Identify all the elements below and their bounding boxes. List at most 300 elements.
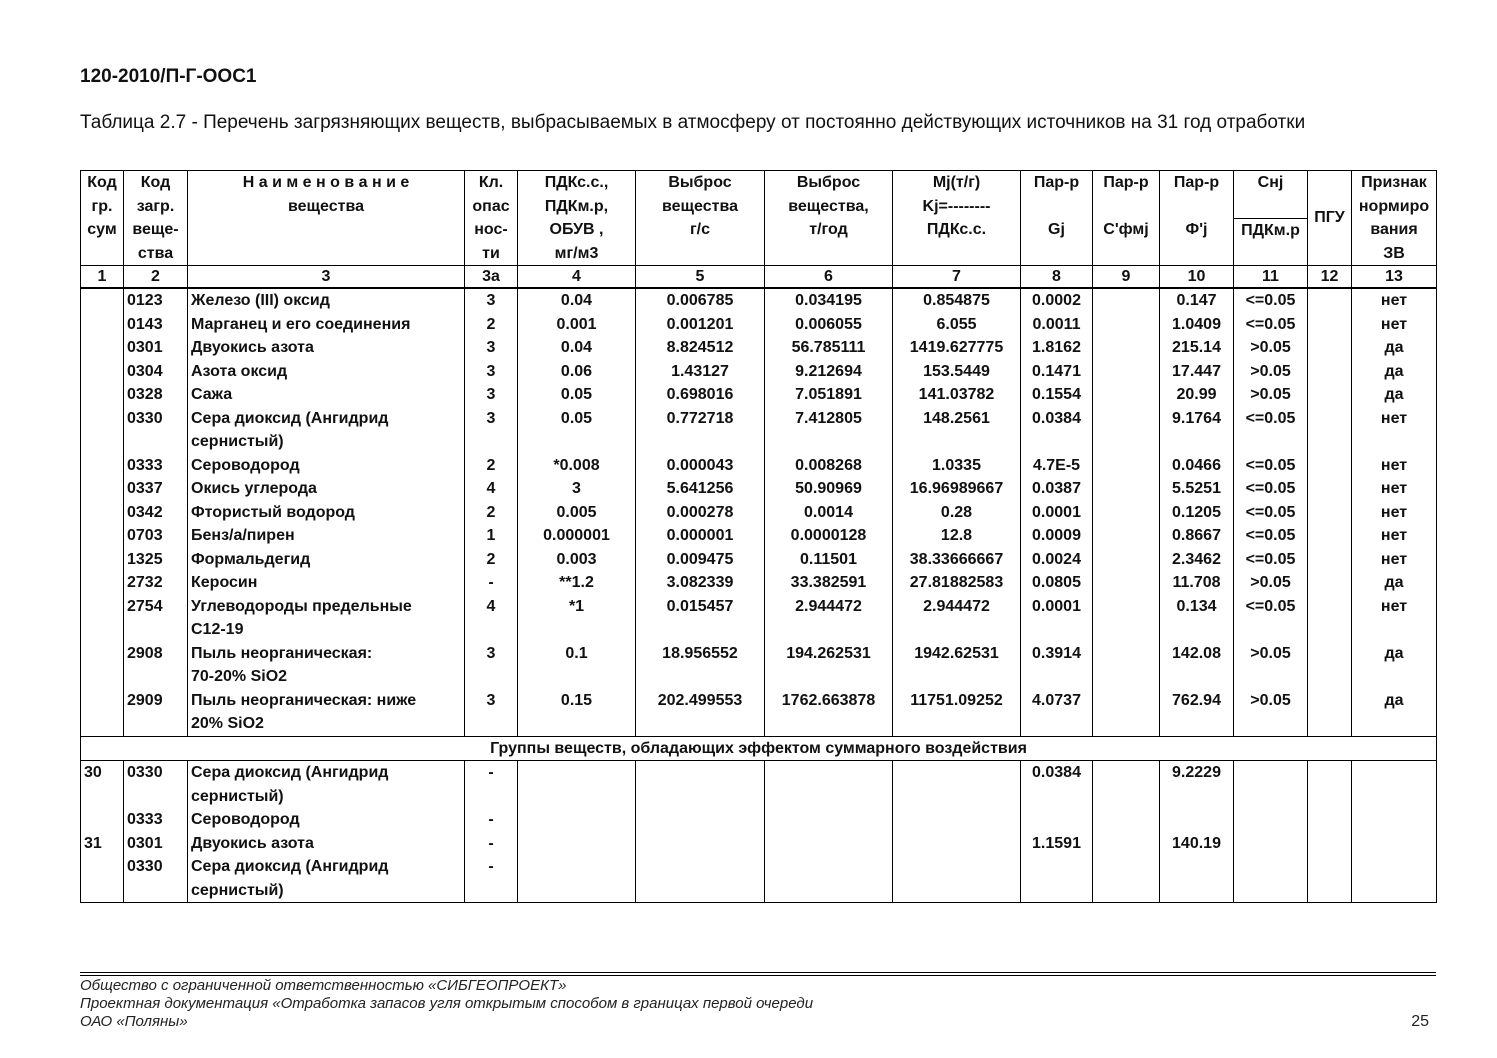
table-row: [81, 383, 1437, 407]
cell-hazard-class: 2: [465, 501, 518, 525]
cell-mpc: [518, 761, 636, 809]
table-row: [81, 407, 1437, 454]
header-line: Кл.: [478, 174, 504, 191]
cell-hazard-class: 4: [465, 477, 518, 501]
cell-emission-gs: 0.698016: [636, 383, 765, 407]
cell-mpc: 0.001: [518, 313, 636, 337]
cell-emission-gs: 0.000001: [636, 524, 765, 548]
cell-hazard-class: -: [465, 832, 518, 856]
cell-substance-code: 0330: [124, 855, 188, 903]
cell-hazard-class: 3: [465, 642, 518, 689]
cell-kj: [893, 808, 1021, 832]
cell-param-cfmj: [1093, 808, 1160, 832]
cell-mpc: 0.15: [518, 689, 636, 737]
header-row: [81, 171, 1437, 266]
cell-normalization-flag: [1352, 832, 1437, 856]
cell-cnj-ratio: <=0.05: [1234, 477, 1308, 501]
cell-hazard-class: 3: [465, 407, 518, 454]
cell-param-gj: 4.0737: [1021, 689, 1093, 737]
header-line: сум: [87, 221, 117, 238]
cell-substance-code: 0143: [124, 313, 188, 337]
cell-param-gj: 0.0001: [1021, 501, 1093, 525]
cell-hazard-class: 4: [465, 595, 518, 642]
table-row: [81, 313, 1437, 337]
cell-pgu: [1308, 360, 1352, 384]
cell-pgu: [1308, 689, 1352, 737]
cell-cnj-ratio: >0.05: [1234, 689, 1308, 737]
cell-substance-name: Пыль неорганическая: 70-20% SiO2: [188, 642, 465, 689]
cell-emission-tyear: [765, 832, 893, 856]
page-number: 25: [1411, 1013, 1429, 1030]
cell-param-fj: 140.19: [1160, 832, 1234, 856]
header-line: ства: [137, 244, 174, 262]
cell-emission-gs: 0.015457: [636, 595, 765, 642]
cell-mpc: [518, 832, 636, 856]
table-row: [81, 689, 1437, 737]
cell-substance-name: Бенз/а/пирен: [188, 524, 465, 548]
cell-substance-code: 0330: [124, 407, 188, 454]
cell-substance-name: Углеводороды предельные С12-19: [188, 595, 465, 642]
header-line: опас: [472, 197, 510, 215]
cell-kj: 27.81882583: [893, 571, 1021, 595]
cell-kj: 1419.627775: [893, 336, 1021, 360]
cell-param-cfmj: [1093, 832, 1160, 856]
cell-substance-name: Фтористый водород: [188, 501, 465, 525]
header-line: Пар-р: [1103, 174, 1149, 191]
header-line: вещества: [662, 197, 738, 215]
cell-mpc: 0.005: [518, 501, 636, 525]
header-line: нормиро: [1358, 197, 1430, 215]
cell-emission-tyear: 56.785111: [765, 336, 893, 360]
group-title: Группы веществ, обладающих эффектом суммарного воздействия: [81, 736, 1437, 761]
header-line: Код: [140, 174, 171, 191]
cell-param-cfmj: [1093, 454, 1160, 478]
column-number: 4: [518, 266, 636, 289]
cell-substance-name: Сероводород: [188, 454, 465, 478]
header-line: Признак: [1361, 174, 1427, 191]
cell-param-cfmj: [1093, 383, 1160, 407]
cell-group-code: 31: [81, 832, 124, 856]
cell-hazard-class: -: [465, 571, 518, 595]
cell-hazard-class: 3: [465, 689, 518, 737]
cell-mpc: 3: [518, 477, 636, 501]
header-line: Выброс: [668, 174, 732, 191]
table-row: [81, 524, 1437, 548]
column-numbers-row: [81, 266, 1437, 289]
header-line: т/год: [809, 221, 848, 238]
cell-hazard-class: -: [465, 808, 518, 832]
hdr-emission-tyear: [765, 171, 893, 266]
cell-substance-code: 2908: [124, 642, 188, 689]
cell-normalization-flag: нет: [1352, 407, 1437, 454]
page-footer: [80, 977, 813, 1031]
cell-emission-tyear: 2.944472: [765, 595, 893, 642]
cell-substance-name: Железо (III) оксид: [188, 288, 465, 313]
cell-pgu: [1308, 501, 1352, 525]
table-row: [81, 548, 1437, 572]
cell-mpc: 0.1: [518, 642, 636, 689]
header-line: вания: [1370, 221, 1418, 238]
footer-rule: [80, 975, 1436, 976]
cell-group-code: [81, 454, 124, 478]
header-line: С'фмj: [1103, 221, 1149, 238]
table-row: [81, 832, 1437, 856]
table-row: [81, 571, 1437, 595]
cell-param-gj: 1.8162: [1021, 336, 1093, 360]
cell-pgu: [1308, 407, 1352, 454]
cell-substance-code: 0337: [124, 477, 188, 501]
cell-normalization-flag: нет: [1352, 501, 1437, 525]
cell-group-code: 30: [81, 761, 124, 809]
cell-emission-gs: [636, 761, 765, 809]
hdr-param-cfmj: [1093, 171, 1160, 266]
cell-mpc: 0.06: [518, 360, 636, 384]
header-line: Gj: [1048, 221, 1065, 238]
header-line: вещества,: [788, 197, 869, 215]
cell-param-cfmj: [1093, 524, 1160, 548]
cell-hazard-class: 3: [465, 288, 518, 313]
cell-kj: 153.5449: [893, 360, 1021, 384]
table-row: [81, 808, 1437, 832]
footer-client: ОАО «Поляны»: [80, 1013, 188, 1030]
header-line: Н а и м е н о в а н и е: [242, 174, 410, 191]
cell-emission-tyear: 7.051891: [765, 383, 893, 407]
cell-normalization-flag: нет: [1352, 313, 1437, 337]
group-title-row: [81, 736, 1437, 761]
column-number: 3а: [465, 266, 518, 289]
cell-substance-name: Двуокись азота: [188, 336, 465, 360]
cell-emission-gs: 3.082339: [636, 571, 765, 595]
header-line: Kj=--------: [922, 197, 991, 215]
cell-normalization-flag: да: [1352, 571, 1437, 595]
cell-pgu: [1308, 548, 1352, 572]
cell-substance-name: Керосин: [188, 571, 465, 595]
cell-group-code: [81, 808, 124, 832]
cell-pgu: [1308, 383, 1352, 407]
cell-normalization-flag: нет: [1352, 595, 1437, 642]
header-line: ПДКс.с.,: [544, 174, 609, 191]
cell-substance-name: Сажа: [188, 383, 465, 407]
cell-substance-code: 2909: [124, 689, 188, 737]
table-row: [81, 761, 1437, 809]
cell-group-code: [81, 336, 124, 360]
cell-kj: 12.8: [893, 524, 1021, 548]
cell-pgu: [1308, 454, 1352, 478]
cell-param-fj: 0.8667: [1160, 524, 1234, 548]
cell-substance-name: Сера диоксид (Ангидрид сернистый): [188, 407, 465, 454]
column-number: 12: [1308, 266, 1352, 289]
column-number: 11: [1234, 266, 1308, 289]
column-number: 9: [1093, 266, 1160, 289]
cell-cnj-ratio: <=0.05: [1234, 454, 1308, 478]
header-line: ти: [482, 244, 500, 262]
column-number: 13: [1352, 266, 1437, 289]
hdr-group-code: [81, 171, 124, 266]
cell-group-code: [81, 642, 124, 689]
cell-group-code: [81, 407, 124, 454]
header-line: ПДКм.р,: [544, 197, 609, 215]
cell-cnj-ratio: >0.05: [1234, 336, 1308, 360]
cell-kj: 148.2561: [893, 407, 1021, 454]
cell-mpc: 0.000001: [518, 524, 636, 548]
table-row: [81, 288, 1437, 313]
cell-substance-name: Сера диоксид (Ангидрид сернистый): [188, 855, 465, 903]
cell-mpc: **1.2: [518, 571, 636, 595]
header-line: [1096, 195, 1156, 219]
cell-substance-code: 0328: [124, 383, 188, 407]
cell-normalization-flag: да: [1352, 336, 1437, 360]
header-line: мг/м3: [554, 244, 599, 262]
cell-kj: [893, 855, 1021, 903]
cell-param-gj: 0.1554: [1021, 383, 1093, 407]
cell-cnj-ratio: <=0.05: [1234, 595, 1308, 642]
cell-param-fj: 0.134: [1160, 595, 1234, 642]
cell-mpc: *0.008: [518, 454, 636, 478]
cell-emission-gs: 202.499553: [636, 689, 765, 737]
cell-emission-tyear: [765, 855, 893, 903]
header-line: ЗВ: [1383, 244, 1405, 262]
cell-normalization-flag: нет: [1352, 454, 1437, 478]
cell-cnj-ratio: >0.05: [1234, 360, 1308, 384]
cell-cnj-ratio: [1234, 832, 1308, 856]
cell-emission-tyear: 0.034195: [765, 288, 893, 313]
cell-emission-tyear: 33.382591: [765, 571, 893, 595]
cell-kj: 0.28: [893, 501, 1021, 525]
cell-group-code: [81, 383, 124, 407]
table-body: [81, 288, 1437, 903]
cell-param-fj: 215.14: [1160, 336, 1234, 360]
cell-mpc: 0.003: [518, 548, 636, 572]
table-row: [81, 595, 1437, 642]
table-row: [81, 477, 1437, 501]
cell-param-cfmj: [1093, 477, 1160, 501]
cell-substance-code: 1325: [124, 548, 188, 572]
cell-pgu: [1308, 336, 1352, 360]
cell-kj: 16.96989667: [893, 477, 1021, 501]
cell-param-gj: 0.0001: [1021, 595, 1093, 642]
cell-hazard-class: 3: [465, 336, 518, 360]
header-line: Mj(т/г): [932, 174, 981, 191]
cell-emission-gs: 0.001201: [636, 313, 765, 337]
cell-mpc: [518, 855, 636, 903]
cell-param-cfmj: [1093, 501, 1160, 525]
cell-normalization-flag: нет: [1352, 524, 1437, 548]
cell-emission-tyear: 0.006055: [765, 313, 893, 337]
column-number: 10: [1160, 266, 1234, 289]
cell-param-gj: 0.1471: [1021, 360, 1093, 384]
column-number: 5: [636, 266, 765, 289]
cell-param-gj: 0.0387: [1021, 477, 1093, 501]
cell-mpc: 0.05: [518, 383, 636, 407]
cell-param-gj: 4.7E-5: [1021, 454, 1093, 478]
cell-param-fj: [1160, 808, 1234, 832]
cell-hazard-class: 1: [465, 524, 518, 548]
cell-param-cfmj: [1093, 313, 1160, 337]
cell-hazard-class: 3: [465, 383, 518, 407]
cell-emission-gs: 0.000278: [636, 501, 765, 525]
cell-emission-tyear: 0.0000128: [765, 524, 893, 548]
cell-group-code: [81, 288, 124, 313]
cell-group-code: [81, 313, 124, 337]
cell-hazard-class: -: [465, 855, 518, 903]
cell-emission-tyear: 7.412805: [765, 407, 893, 454]
cell-pgu: [1308, 313, 1352, 337]
table-row: [81, 642, 1437, 689]
cell-emission-tyear: 194.262531: [765, 642, 893, 689]
cell-emission-gs: [636, 855, 765, 903]
cell-emission-gs: 5.641256: [636, 477, 765, 501]
cell-cnj-ratio: >0.05: [1234, 571, 1308, 595]
cell-param-fj: 1.0409: [1160, 313, 1234, 337]
cell-param-fj: 20.99: [1160, 383, 1234, 407]
cell-emission-tyear: 0.11501: [765, 548, 893, 572]
cell-cnj-ratio: <=0.05: [1234, 501, 1308, 525]
header-line: Ф'j: [1185, 221, 1208, 238]
cell-substance-name: Марганец и его соединения: [188, 313, 465, 337]
footer-company: Общество с ограниченной ответственностью «СИБГЕОПРОЕКТ»: [80, 977, 567, 994]
header-line: гр.: [91, 197, 113, 215]
cell-cnj-ratio: <=0.05: [1234, 407, 1308, 454]
cell-param-gj: 0.0805: [1021, 571, 1093, 595]
cell-hazard-class: 3: [465, 360, 518, 384]
table-caption: Таблица 2.7 - Перечень загрязняющих веществ, выбрасываемых в атмосферу от постоянно действующих источников на 31 год отработки: [80, 112, 1306, 133]
column-number: 8: [1021, 266, 1093, 289]
header-line: Код: [87, 174, 117, 191]
header-line: [1024, 195, 1089, 219]
table-row: [81, 336, 1437, 360]
cell-param-fj: 5.5251: [1160, 477, 1234, 501]
cell-kj: 0.854875: [893, 288, 1021, 313]
cell-group-code: [81, 501, 124, 525]
cell-substance-code: 2754: [124, 595, 188, 642]
cell-normalization-flag: нет: [1352, 477, 1437, 501]
cell-param-gj: 0.0024: [1021, 548, 1093, 572]
cell-emission-tyear: 0.0014: [765, 501, 893, 525]
cell-substance-code: 0342: [124, 501, 188, 525]
cell-emission-gs: 18.956552: [636, 642, 765, 689]
cell-emission-tyear: 0.008268: [765, 454, 893, 478]
cell-cnj-ratio: [1234, 855, 1308, 903]
cell-pgu: [1308, 855, 1352, 903]
cell-cnj-ratio: <=0.05: [1234, 524, 1308, 548]
cell-substance-name: Сероводород: [188, 808, 465, 832]
column-number: 6: [765, 266, 893, 289]
cell-param-gj: 0.0009: [1021, 524, 1093, 548]
header-line: ПДКс.с.: [926, 221, 987, 238]
cell-kj: 38.33666667: [893, 548, 1021, 572]
cell-group-code: [81, 548, 124, 572]
cell-param-cfmj: [1093, 360, 1160, 384]
cell-group-code: [81, 855, 124, 903]
cell-pgu: [1308, 595, 1352, 642]
hdr-pgu: ПГУ: [1308, 171, 1352, 266]
cell-pgu: [1308, 808, 1352, 832]
cell-substance-code: 0304: [124, 360, 188, 384]
document-code: 120-2010/П-Г-ООС1: [80, 66, 257, 87]
cell-param-fj: 762.94: [1160, 689, 1234, 737]
table-row: [81, 855, 1437, 903]
cell-pgu: [1308, 477, 1352, 501]
footer-project: Проектная документация «Отработка запасов угля открытым способом в границах первой очереди: [80, 995, 814, 1012]
cell-normalization-flag: да: [1352, 383, 1437, 407]
cell-kj: 141.03782: [893, 383, 1021, 407]
hdr-normalization-flag: [1352, 171, 1437, 266]
cell-param-cfmj: [1093, 571, 1160, 595]
cell-cnj-ratio: <=0.05: [1234, 313, 1308, 337]
cell-substance-name: Формальдегид: [188, 548, 465, 572]
cell-param-cfmj: [1093, 761, 1160, 809]
cell-param-fj: 9.1764: [1160, 407, 1234, 454]
cell-param-cfmj: [1093, 642, 1160, 689]
cell-emission-gs: 0.006785: [636, 288, 765, 313]
cell-param-gj: 0.0384: [1021, 407, 1093, 454]
cell-substance-code: 0123: [124, 288, 188, 313]
header-line: веще-: [132, 221, 179, 238]
footer-rule: [80, 972, 1436, 973]
cell-cnj-ratio: [1234, 761, 1308, 809]
cell-hazard-class: 2: [465, 548, 518, 572]
cell-param-cfmj: [1093, 336, 1160, 360]
pollutants-table: [80, 170, 1437, 903]
hdr-param-gj: [1021, 171, 1093, 266]
cell-emission-gs: [636, 808, 765, 832]
cell-param-fj: 11.708: [1160, 571, 1234, 595]
cell-kj: 1942.62531: [893, 642, 1021, 689]
hdr-emission-gs: [636, 171, 765, 266]
cell-emission-gs: 0.000043: [636, 454, 765, 478]
cell-pgu: [1308, 571, 1352, 595]
cell-param-cfmj: [1093, 407, 1160, 454]
cell-emission-tyear: 1762.663878: [765, 689, 893, 737]
cell-mpc: 0.04: [518, 288, 636, 313]
column-number: 7: [893, 266, 1021, 289]
hdr-hazard-class: [465, 171, 518, 266]
cell-normalization-flag: [1352, 761, 1437, 809]
cell-param-cfmj: [1093, 689, 1160, 737]
cell-pgu: [1308, 288, 1352, 313]
cell-param-fj: 9.2229: [1160, 761, 1234, 809]
cell-substance-code: 0703: [124, 524, 188, 548]
cell-normalization-flag: да: [1352, 689, 1437, 737]
header-line: загр.: [136, 197, 175, 215]
cell-substance-name: Сера диоксид (Ангидрид сернистый): [188, 761, 465, 809]
cell-emission-gs: 0.009475: [636, 548, 765, 572]
cell-mpc: *1: [518, 595, 636, 642]
hdr-kj: [893, 171, 1021, 266]
cell-cnj-ratio: <=0.05: [1234, 548, 1308, 572]
cell-pgu: [1308, 642, 1352, 689]
cell-pgu: [1308, 524, 1352, 548]
cell-param-fj: 0.1205: [1160, 501, 1234, 525]
header-line: Пар-р: [1173, 174, 1220, 191]
cell-param-fj: 17.447: [1160, 360, 1234, 384]
cell-cnj-ratio: >0.05: [1234, 642, 1308, 689]
cell-substance-name: Окись углерода: [188, 477, 465, 501]
header-line: г/с: [689, 221, 710, 238]
table-row: [81, 501, 1437, 525]
hdr-substance-name: [188, 171, 465, 266]
cell-cnj-ratio: <=0.05: [1234, 288, 1308, 313]
cell-substance-code: 0301: [124, 336, 188, 360]
cell-normalization-flag: да: [1352, 360, 1437, 384]
cell-substance-code: 0301: [124, 832, 188, 856]
cell-param-cfmj: [1093, 548, 1160, 572]
cell-param-fj: 0.0466: [1160, 454, 1234, 478]
cell-group-code: [81, 360, 124, 384]
header-line: Выброс: [796, 174, 861, 191]
cell-param-fj: 0.147: [1160, 288, 1234, 313]
cell-param-fj: [1160, 855, 1234, 903]
